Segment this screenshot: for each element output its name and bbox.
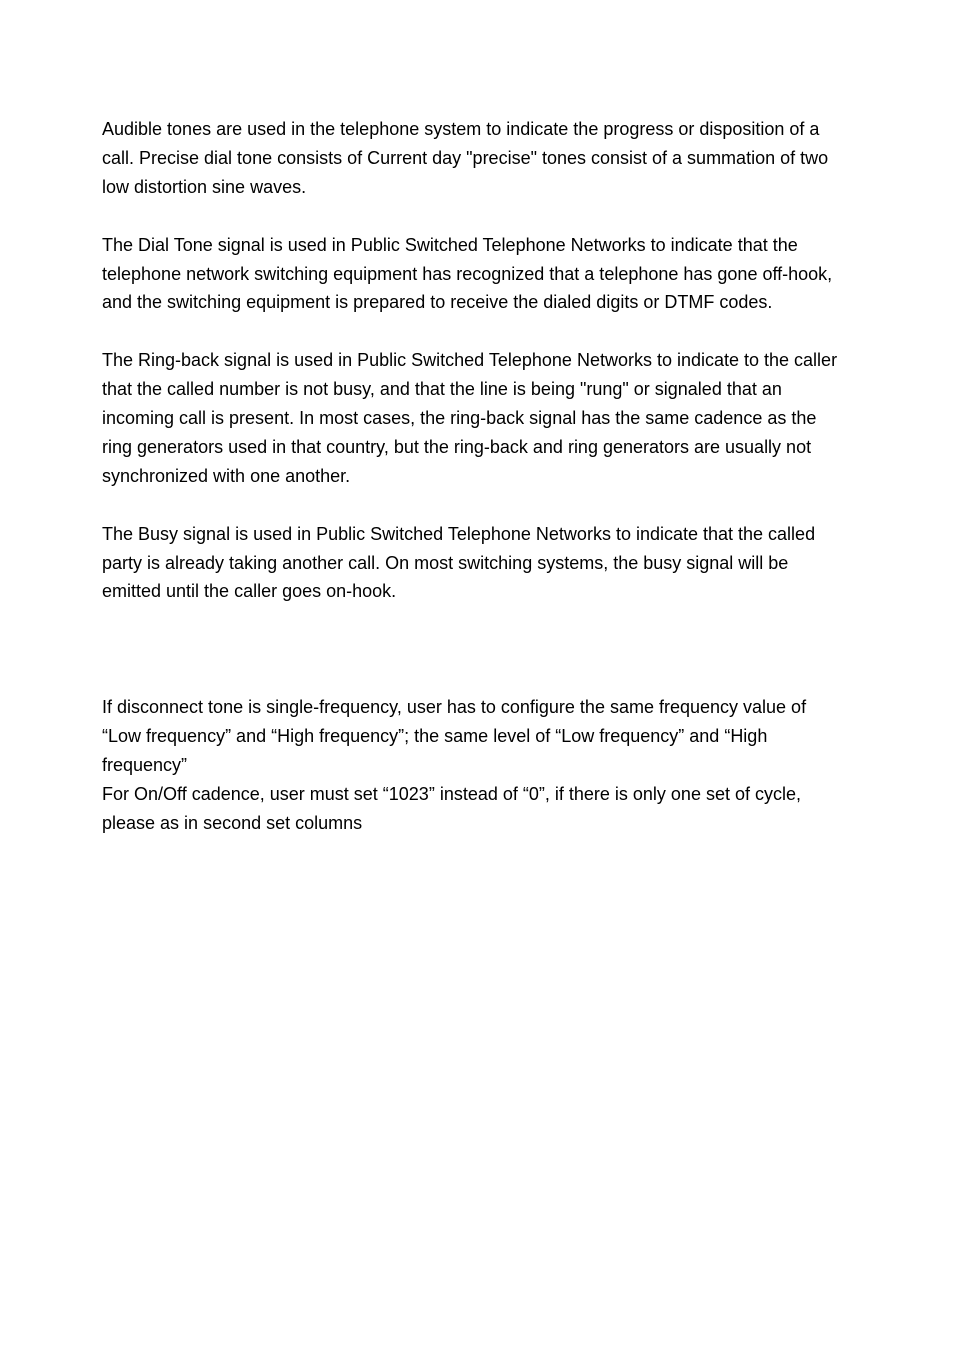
section-spacer xyxy=(102,606,842,693)
paragraph-on-off-cadence: For On/Off cadence, user must set “1023” instead of “0”, if there is only one set of cycle, please as in second set columns xyxy=(102,783,801,833)
paragraph-audible-tones: Audible tones are used in the telephone system to indicate the progress or disposition of a call. Precise dial tone consists of Current day "precise" tones consist of a summation of two low distortion sine waves. xyxy=(102,119,829,197)
paragraph-dial-tone: The Dial Tone signal is used in Public Switched Telephone Networks to indicate that the telephone network switching equipment has recognized that a telephone has gone off-hook, and the switching equipment is prepared to receive the dialed digits or DTMF codes. xyxy=(102,234,833,313)
paragraph-busy-signal: The Busy signal is used in Public Switched Telephone Networks to indicate that the called party is already taking another call. On most switching systems, the busy signal will be emitted until the caller goes on-hook. xyxy=(102,523,816,602)
document-page xyxy=(102,115,842,838)
paragraph-disconnect-tone: If disconnect tone is single-frequency, user has to configure the same frequency value of “Low frequency” and “High frequency”; the same level of “Low frequency” and “High frequency” xyxy=(102,697,807,775)
paragraph-spacer xyxy=(102,202,842,231)
paragraph-spacer xyxy=(102,317,842,346)
paragraph-ring-back: The Ring-back signal is used in Public Switched Telephone Networks to indicate to the caller that the called number is not busy, and that the line is being "rung" or signaled that an incoming call is present. In most cases, the ring-back signal has the same cadence as the ring generators used in that country, but the ring-back and ring generators are usually not synchronized with one another. xyxy=(102,350,838,486)
paragraph-spacer xyxy=(102,491,842,520)
